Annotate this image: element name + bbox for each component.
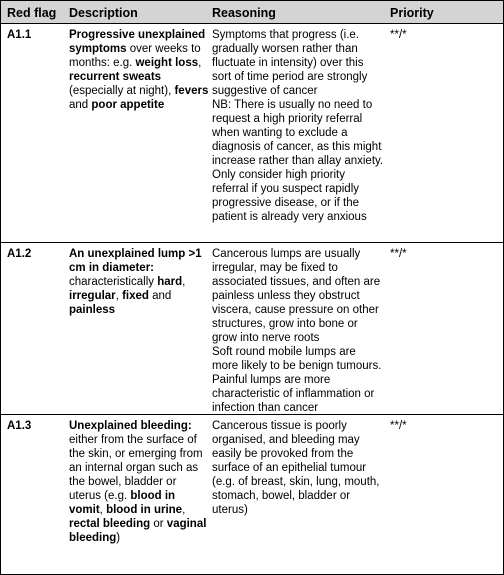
description-text: and [69,99,92,111]
description-text: characteristically [69,276,158,288]
emphasis-text: fixed [122,290,149,302]
description-text: and [148,290,172,302]
red-flag-id: A1.3 [7,420,32,432]
description-text: ) [116,532,121,544]
emphasis-text: vaginal bleeding [69,518,207,544]
emphasis-text: rectal bleeding [69,518,151,530]
header-priority: Priority [390,6,434,20]
description-text: over weeks to months: e.g. [69,43,201,69]
description-text: , [99,504,107,516]
reasoning-text: Cancerous lumps are usually irregular, may be fixed to associated tissues, and often are painless unless they obstruct viscera, cause pressure on other structures, grow into bone or grow into nerve roots [212,248,381,344]
emphasis-text: Progressive unexplained symptoms [69,29,206,55]
reasoning-cell [212,28,384,224]
emphasis-text: hard [157,276,183,288]
emphasis-text: poor appetite [91,99,165,111]
emphasis-text: fevers [174,85,209,97]
description-cell [69,247,209,317]
red-flag-id: A1.1 [7,29,32,41]
emphasis-text: Unexplained bleeding: [69,420,192,432]
reasoning-text: Soft round mobile lumps are more likely to be benign tumours. Painful lumps are more characteristic of inflammation or infection than cancer [212,346,382,414]
emphasis-text: blood in urine [106,504,183,516]
description-text: , [115,290,123,302]
description-text: (especially at night), [69,85,175,97]
emphasis-text: painless [69,304,116,316]
emphasis-text: blood in vomit [69,490,176,516]
emphasis-text: recurrent sweats [69,71,162,83]
header-description: Description [69,6,138,20]
reasoning-text: Cancerous tissue is poorly organised, and bleeding may easily be provoked from the surface of an epithelial tumour (e.g. of breast, skin, lung, mouth, stomach, bowel, bladder or uterus) [212,420,380,516]
description-text: , [182,504,186,516]
emphasis-text: weight loss [135,57,199,69]
red-flag-id: A1.2 [7,248,32,260]
priority-value: **/* [390,420,407,432]
description-text: or [150,518,167,530]
description-text: either from the surface of the skin, or emerging from an internal organ such as the bowel, bladder or uterus (e.g. [69,434,203,502]
row-divider [1,414,503,415]
description-text: , [198,57,202,69]
row-divider [1,242,503,243]
description-text: , [182,276,186,288]
table-header [1,1,503,24]
emphasis-text: irregular [69,290,116,302]
description-cell [69,419,209,545]
reasoning-cell [212,419,384,517]
header-reasoning: Reasoning [212,6,276,20]
priority-value: **/* [390,248,407,260]
header-red-flag: Red flag [7,6,57,20]
description-cell [69,28,209,112]
reasoning-cell [212,247,384,415]
emphasis-text: An unexplained lump >1 cm in diameter: [69,248,202,274]
reasoning-text: Symptoms that progress (i.e. gradually worsen rather than fluctuate in intensity) over this sort of time period are strongly suggestive of cancer [212,29,368,97]
reasoning-text: NB: There is usually no need to request a high priority referral when wanting to exclude a diagnosis of cancer, as this might increase rather than allay anxiety. Only consider high priority referral if you suspect rapidly progressive disease, or if the patient is already very anxious [212,99,384,223]
priority-value: **/* [390,29,407,41]
